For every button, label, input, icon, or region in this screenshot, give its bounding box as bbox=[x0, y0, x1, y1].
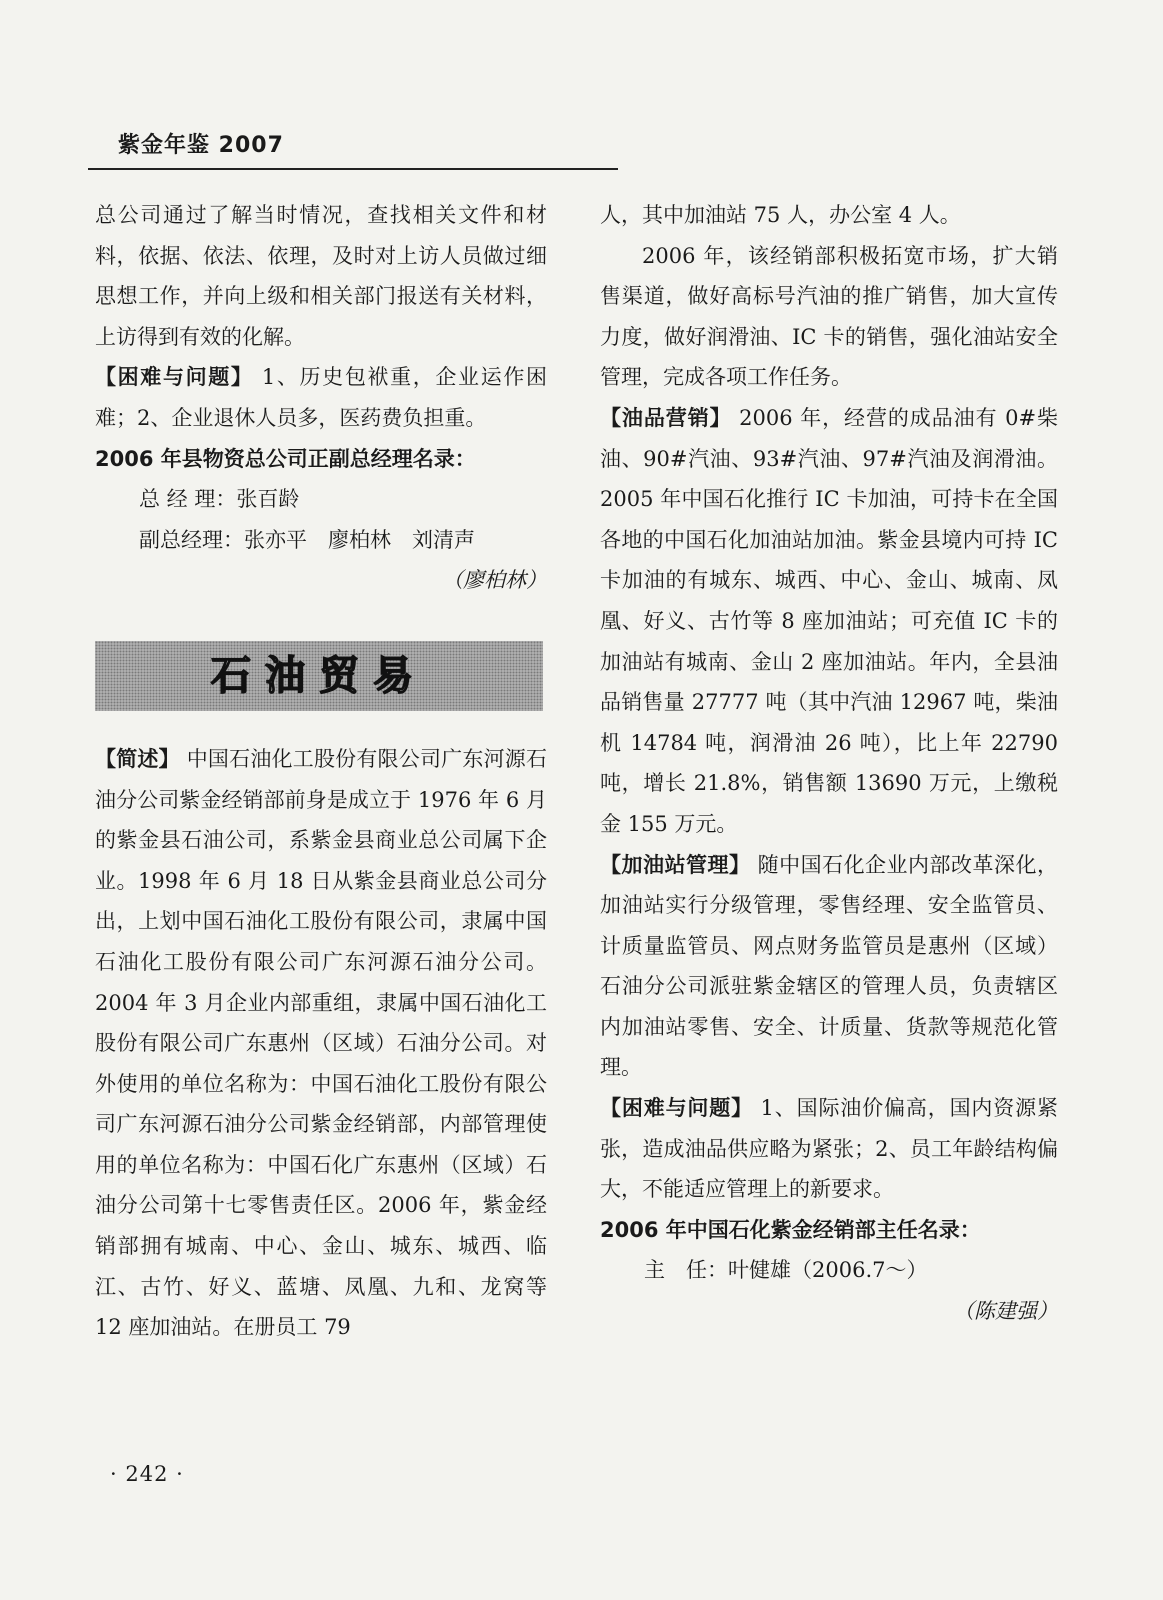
roster-title: 2006 年县物资总公司正副总经理名录： bbox=[95, 446, 476, 471]
overview-label: 【简述】 bbox=[95, 746, 180, 771]
page-number: · 242 · bbox=[110, 1462, 184, 1486]
right-column bbox=[600, 195, 1058, 1332]
left-paragraph-1: 总公司通过了解当时情况，查找相关文件和材料，依据、依法、依理，及时对上访人员做过细思想工作，并向上级和相关部门报送有关材料，上访得到有效的化解。 bbox=[95, 203, 547, 349]
right-author-credit: （陈建强） bbox=[953, 1299, 1058, 1324]
director-roster-title: 2006 年中国石化紫金经销部主任名录： bbox=[600, 1217, 981, 1242]
overview-paragraph bbox=[95, 739, 547, 1348]
roster-general-manager: 总 经 理：张百龄 bbox=[139, 487, 300, 512]
right-difficulties-paragraph bbox=[600, 1088, 1058, 1210]
station-management-text: 随中国石化企业内部改革深化，加油站实行分级管理，零售经理、安全监管员、计质量监管员、网点财务监管员是惠州（区域）石油分公司派驻紫金辖区的管理人员，负责辖区内加油站零售、安全、计质量、货款等规范化管理。 bbox=[600, 852, 1058, 1080]
right-paragraph-1: 人，其中加油站 75 人，办公室 4 人。 bbox=[600, 203, 961, 227]
station-management-label: 【加油站管理】 bbox=[600, 852, 751, 877]
left-paragraph-2 bbox=[95, 357, 547, 438]
section-banner bbox=[95, 641, 543, 711]
station-management-paragraph bbox=[600, 845, 1058, 1089]
right-paragraph-2: 2006 年，该经销部积极拓宽市场，扩大销售渠道，做好高标号汽油的推广销售，加大宣传力度，做好润滑油、IC 卡的销售，强化油站安全管理，完成各项工作任务。 bbox=[600, 243, 1058, 390]
left-column bbox=[95, 195, 547, 1348]
author-credit: （廖柏林） bbox=[442, 568, 547, 593]
oil-marketing-label: 【油品营销】 bbox=[600, 405, 732, 430]
overview-text: 中国石油化工股份有限公司广东河源石油分公司紫金经销部前身是成立于 1976 年 6 月的紫金县石油公司，系紫金县商业总公司属下企业。1998 年 6 月 18 日从紫金县商业总公司分出，上划中国石油化工股份有限公司，隶属中国石油化工股份有限公司广东河源石油分公司。2004 年 3 月企业内部重组，隶属中国石油化工股份有限公司广东惠州（区域）石油分公司。对外使用的单位名称为：中国石油化工股份有限公司广东河源石油分公司紫金经销部，内部管理使用的单位名称为：中国石化广东惠州（区域）石油分公司第十七零售责任区。2006 年，紫金经销部拥有城南、中心、金山、城东、城西、临江、古竹、好义、蓝塘、凤凰、九和、龙窝等 12 座加油站。在册员工 79 bbox=[95, 746, 547, 1340]
header-rule bbox=[88, 168, 618, 170]
difficulties-text: 1、历史包袱重，企业运作困难；2、企业退休人员多，医药费负担重。 bbox=[95, 365, 548, 430]
difficulties-label: 【困难与问题】 bbox=[95, 365, 254, 390]
oil-marketing-paragraph bbox=[600, 398, 1058, 845]
director-roster-entry: 主 任：叶健雄（2006.7～） bbox=[644, 1258, 928, 1283]
section-title: 石油贸易 bbox=[211, 652, 427, 699]
right-difficulties-label: 【困难与问题】 bbox=[600, 1096, 753, 1121]
right-difficulties-text: 1、国际油价偏高，国内资源紧张，造成油品供应略为紧张；2、员工年龄结构偏大，不能适应管理上的新要求。 bbox=[600, 1096, 1058, 1202]
roster-deputy-managers: 副总经理：张亦平 廖柏林 刘清声 bbox=[139, 527, 475, 552]
oil-marketing-text: 2006 年，经营的成品油有 0#柴油、90#汽油、93#汽油、97#汽油及润滑油。2005 年中国石化推行 IC 卡加油，可持卡在全国各地的中国石化加油站加油。紫金县境内可持 IC 卡加油的有城东、城西、中心、金山、城南、凤凰、好义、古竹等 8 座加油站；可充值 IC 卡的加油站有城南、金山 2 座加油站。年内，全县油品销售量 27777 吨（其中汽油 12967 吨，柴油机 14784 吨，润滑油 26 吨），比上年 22790 吨，增长 21.8%，销售额 13690 万元，上缴税金 155 万元。 bbox=[600, 405, 1058, 836]
running-header: 紫金年鉴 2007 bbox=[118, 133, 284, 158]
